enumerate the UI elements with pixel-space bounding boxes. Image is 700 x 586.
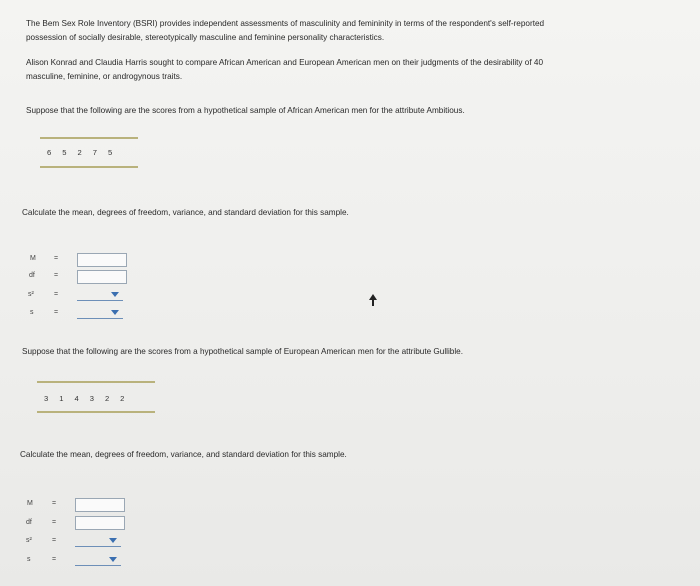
section2-df-eq: = <box>52 519 57 526</box>
section2-df-input[interactable] <box>75 516 125 530</box>
intro-line-2: possession of socially desirable, stereotypically masculine and feminine personality characteristics. <box>26 33 385 42</box>
mouse-cursor-icon <box>368 293 378 307</box>
score: 5 <box>107 148 113 157</box>
chevron-down-icon <box>109 538 117 543</box>
section1-variance-label: s² <box>28 291 34 298</box>
section1-sd-dropdown[interactable] <box>77 306 123 319</box>
intro-line-4: masculine, feminine, or androgynous traits. <box>26 72 183 81</box>
score: 2 <box>77 148 82 157</box>
section1-instruction: Calculate the mean, degrees of freedom, variance, and standard deviation for this sample. <box>22 208 349 217</box>
section2-scores <box>44 394 135 403</box>
score: 2 <box>104 394 110 403</box>
intro-line-3: Alison Konrad and Claudia Harris sought to compare African American and European American men on their judgments of the desirability of 40 <box>26 58 544 67</box>
section2-variance-label: s² <box>26 537 32 544</box>
score: 2 <box>120 394 125 403</box>
section1-df-eq: = <box>54 272 59 279</box>
section2-top-rule <box>37 381 155 383</box>
section2-mean-label: M <box>27 500 33 507</box>
section1-mean-eq: = <box>54 255 59 262</box>
section2-sd-dropdown[interactable] <box>75 553 121 566</box>
score: 7 <box>92 148 97 157</box>
intro-line-1: The Bem Sex Role Inventory (BSRI) provides independent assessments of masculinity and femininity in terms of the respondent's self-reported <box>26 19 545 28</box>
section1-mean-input[interactable] <box>77 253 127 267</box>
section2-prompt: Suppose that the following are the scores from a hypothetical sample of European American men for the attribute Gullible. <box>22 347 464 356</box>
section1-variance-dropdown[interactable] <box>77 288 123 301</box>
section1-sd-eq: = <box>54 309 59 316</box>
section2-sd-eq: = <box>52 556 57 563</box>
score: 4 <box>74 394 79 403</box>
section2-variance-eq: = <box>52 537 57 544</box>
section2-instruction: Calculate the mean, degrees of freedom, variance, and standard deviation for this sample. <box>20 450 347 459</box>
section2-mean-input[interactable] <box>75 498 125 512</box>
chevron-down-icon <box>111 310 119 315</box>
section2-mean-eq: = <box>52 500 57 507</box>
section1-bottom-rule <box>40 166 138 168</box>
section2-bottom-rule <box>37 411 155 413</box>
section2-variance-dropdown[interactable] <box>75 534 121 547</box>
score: 5 <box>62 148 67 157</box>
section1-df-label: df <box>29 272 35 279</box>
score: 6 <box>47 148 52 157</box>
section1-prompt: Suppose that the following are the scores from a hypothetical sample of African American men for the attribute Ambitious. <box>26 106 465 115</box>
score: 3 <box>89 394 94 403</box>
score: 3 <box>44 394 49 403</box>
section1-top-rule <box>40 137 138 139</box>
section1-df-input[interactable] <box>77 270 127 284</box>
section1-sd-label: s <box>30 309 34 316</box>
section1-variance-eq: = <box>54 291 59 298</box>
score: 1 <box>59 394 64 403</box>
chevron-down-icon <box>109 557 117 562</box>
section1-scores <box>47 148 123 157</box>
section1-mean-label: M <box>30 255 36 262</box>
section2-sd-label: s <box>27 556 31 563</box>
section2-df-label: df <box>26 519 32 526</box>
chevron-down-icon <box>111 292 119 297</box>
